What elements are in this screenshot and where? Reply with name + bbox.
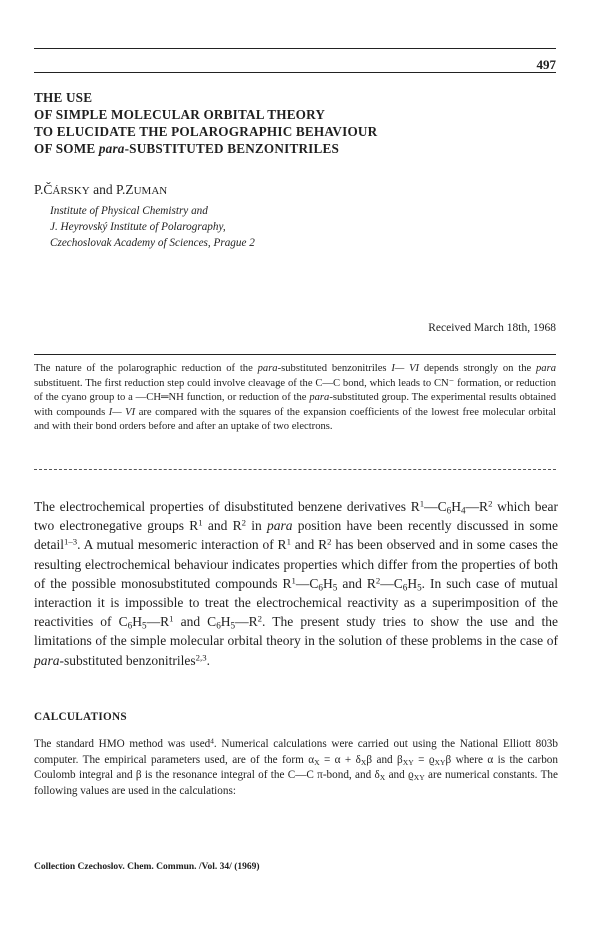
affiliation-line: J. Heyrovský Institute of Polarography, <box>50 221 226 233</box>
top-rule <box>34 48 556 49</box>
header-rule <box>34 72 556 73</box>
abstract-bottom-rule <box>34 469 556 470</box>
introduction-paragraph: The electrochemical properties of disubstituted benzene derivatives $R^1—C_6H_4—R^2$ which bear two electronegative groups $R^1$ and $R^2$ in para position have been recently discussed in some detail$^{1-3}$. A mutual mesomeric interaction of $R^1$ and $R^2$ has been observed and in some cases the resulting electrochemical behaviour indicates properties which differ from the properties of both of the possible monosubstituted compounds $R^1—C_6H_5$ and $R^2—C_6H_5$. In such case of mutual interaction it is impossible to treat the electrochemical reactivity as a superimposition of the reactivities of $C_6H_5—R^1$ and $C_6H_5—R^2$. The present study tries to show the use and the limitations of the simple molecular orbital theory in the solution of these problems in the case of para-substituted benzonitriles$^{2,3}$. <box>34 498 559 668</box>
title-line: OF SIMPLE MOLECULAR ORBITAL THEORY <box>34 107 326 122</box>
calculations-paragraph: The standard HMO method was used$^4$. Numerical calculations were carried out using the National Elliott 803b computer. The empirical parameters used, are of the form $\alpha_X = \alpha + \delta_X\beta$ and $\beta_{XY} = ϱ_{XY}\beta$ where α is the carbon Coulomb integral and β is the resonance integral of the C—C π-bond, and $\delta_X$ and $ϱ_{XY}$ are numerical constants. The following values are used in the calculations: <box>34 737 558 797</box>
affiliation-line: Czechoslovak Academy of Sciences, Prague 2 <box>50 237 255 249</box>
title-line: THE USE <box>34 90 93 105</box>
article-title <box>34 89 554 157</box>
affiliation-line: Institute of Physical Chemistry and <box>50 205 208 217</box>
affiliations <box>50 203 255 251</box>
page-number: 497 <box>536 57 556 72</box>
abstract-top-rule <box>34 354 556 355</box>
abstract: The nature of the polarographic reduction of the para-substituted benzonitriles I— VI depends strongly on the para substituent. The first reduction step could involve cleavage of the C—C bond, which leads to CN⁻ formation, or reduction of the cyano group to a —CH═NH function, or reduction of the para-substituted group. The experimental results obtained with compounds I— VI are compared with the squares of the expansion coefficients of the lowest free molecular orbital and with their bond orders before and after an uptake of two electrons. <box>34 363 556 432</box>
section-heading-calculations: CALCULATIONS <box>34 711 127 723</box>
title-line: OF SOME para-SUBSTITUTED BENZONITRILES <box>34 141 340 156</box>
title-line: TO ELUCIDATE THE POLAROGRAPHIC BEHAVIOUR <box>34 124 378 139</box>
journal-footer: Collection Czechoslov. Chem. Commun. /Vol. 34/ (1969) <box>34 862 260 872</box>
received-date: Received March 18th, 1968 <box>428 322 556 334</box>
authors: P.ČÁRSKY and P.ZUMAN <box>34 182 168 197</box>
